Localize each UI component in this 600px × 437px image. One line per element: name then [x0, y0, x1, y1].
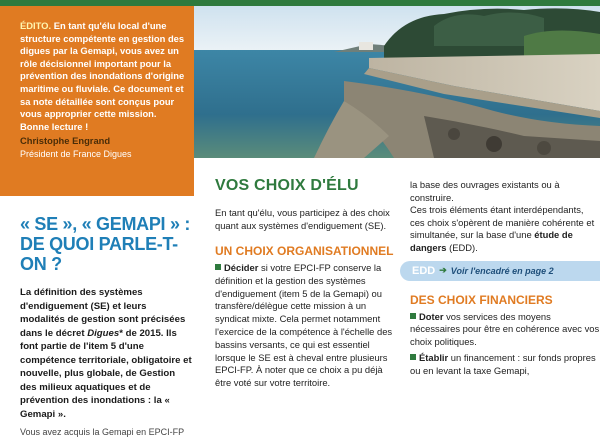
body-part-2: * de 2015. Ils font partie de l'item 5 d'une compétence territoriale, obligatoire et nouvelle, plus globale, de Gestion des milieux aquatiques et de prévention des inondations : la « Gemapi ». [20, 327, 192, 420]
edd-reference-bar[interactable] [400, 261, 600, 281]
signature-role: Président de France Digues [20, 148, 132, 159]
study-of-dangers: étude de dangers [410, 229, 573, 253]
se-definition-text [20, 286, 192, 421]
doter-word: Doter [419, 310, 444, 322]
edito-text: En tant qu'élu local d'une structure compétente en gestion des digues par la Gemapi, vous avez un rôle décisionnel important pour la prévention des inondations d'origine maritime ou fluviale. Ce document et sa note détaillée sont conçus pour vous approprier cette mission. [20, 20, 185, 120]
arrow-right-icon: ➔ [439, 265, 447, 276]
right-column [410, 179, 600, 378]
organisational-text: si votre EPCI-FP conserve la définition et la gestion des systèmes d'endiguement (item 5 de la Gemapi) ou transfère/délègue cette mission à un syndicat mixte. Cela permet notamment l'exercice de la compétence à l'échelle des bassins versants, ce qui est essentiel lorsque le SE est à cheval entre plusieurs EPCI-FP. À noter que ce choix a pu déjà être voté sur votre territoire. [215, 262, 393, 389]
edd-tag: EDD [412, 264, 436, 277]
middle-column [215, 176, 400, 390]
interdependent-text: Ces trois éléments étant interdépendants, ces choix s'opèrent de manière cohérente et simultanée, sur la base d'une [410, 204, 595, 241]
left-column [20, 214, 192, 437]
signature-name: Christophe Engrand [20, 135, 111, 147]
financial-bullet-2 [410, 352, 600, 377]
choices-intro: En tant qu'élu, vous participez à des choix quant aux systèmes d'endiguement (SE). [215, 207, 390, 231]
financial-bullet-1 [410, 311, 600, 349]
subtitle-financial: DES CHOIX FINANCIERS [410, 292, 553, 307]
right-intro-2 [410, 204, 600, 254]
bullet-2-text: un financement : sur fonds propres ou en levant la taxe Gemapi, [410, 352, 596, 376]
edd-see-page-link[interactable]: Voir l'encadré en page 2 [450, 265, 554, 276]
bullet-1-text: vos services des moyens nécessaires pour être en cohérence avec vos choix politiques. [410, 310, 600, 347]
subtitle-organisational: UN CHOIX ORGANISATIONNEL [215, 244, 394, 258]
bullet-square-icon [215, 264, 221, 270]
decree-name: Digues [87, 327, 120, 339]
coastal-dike-photo [194, 6, 600, 158]
decide-word: Décider [224, 262, 259, 273]
left-trailing-text: Vous avez acquis la Gemapi en EPCI-FP [20, 427, 185, 437]
edito-label: ÉDITO. [20, 20, 52, 31]
edito-closing: Bonne lecture ! [20, 120, 89, 132]
bullet-square-icon [410, 354, 416, 360]
right-intro-1: la base des ouvrages existants ou à construire. [410, 179, 560, 203]
body-part-1: La définition des systèmes d'endiguement (SE) et leurs modalités de gestion sont précisées dans le décret [20, 287, 186, 339]
etablir-word: Établir [419, 352, 449, 364]
bullet-square-icon [410, 313, 416, 319]
edd-abbrev: (EDD). [446, 241, 478, 253]
section-title-choices: VOS CHOIX D'ÉLU [215, 177, 359, 194]
section-title-se-gemapi: « SE », « GEMAPI » : DE QUOI PARLE-T-ON ? [20, 214, 191, 274]
edito-box [0, 6, 194, 196]
organisational-paragraph [215, 262, 400, 390]
